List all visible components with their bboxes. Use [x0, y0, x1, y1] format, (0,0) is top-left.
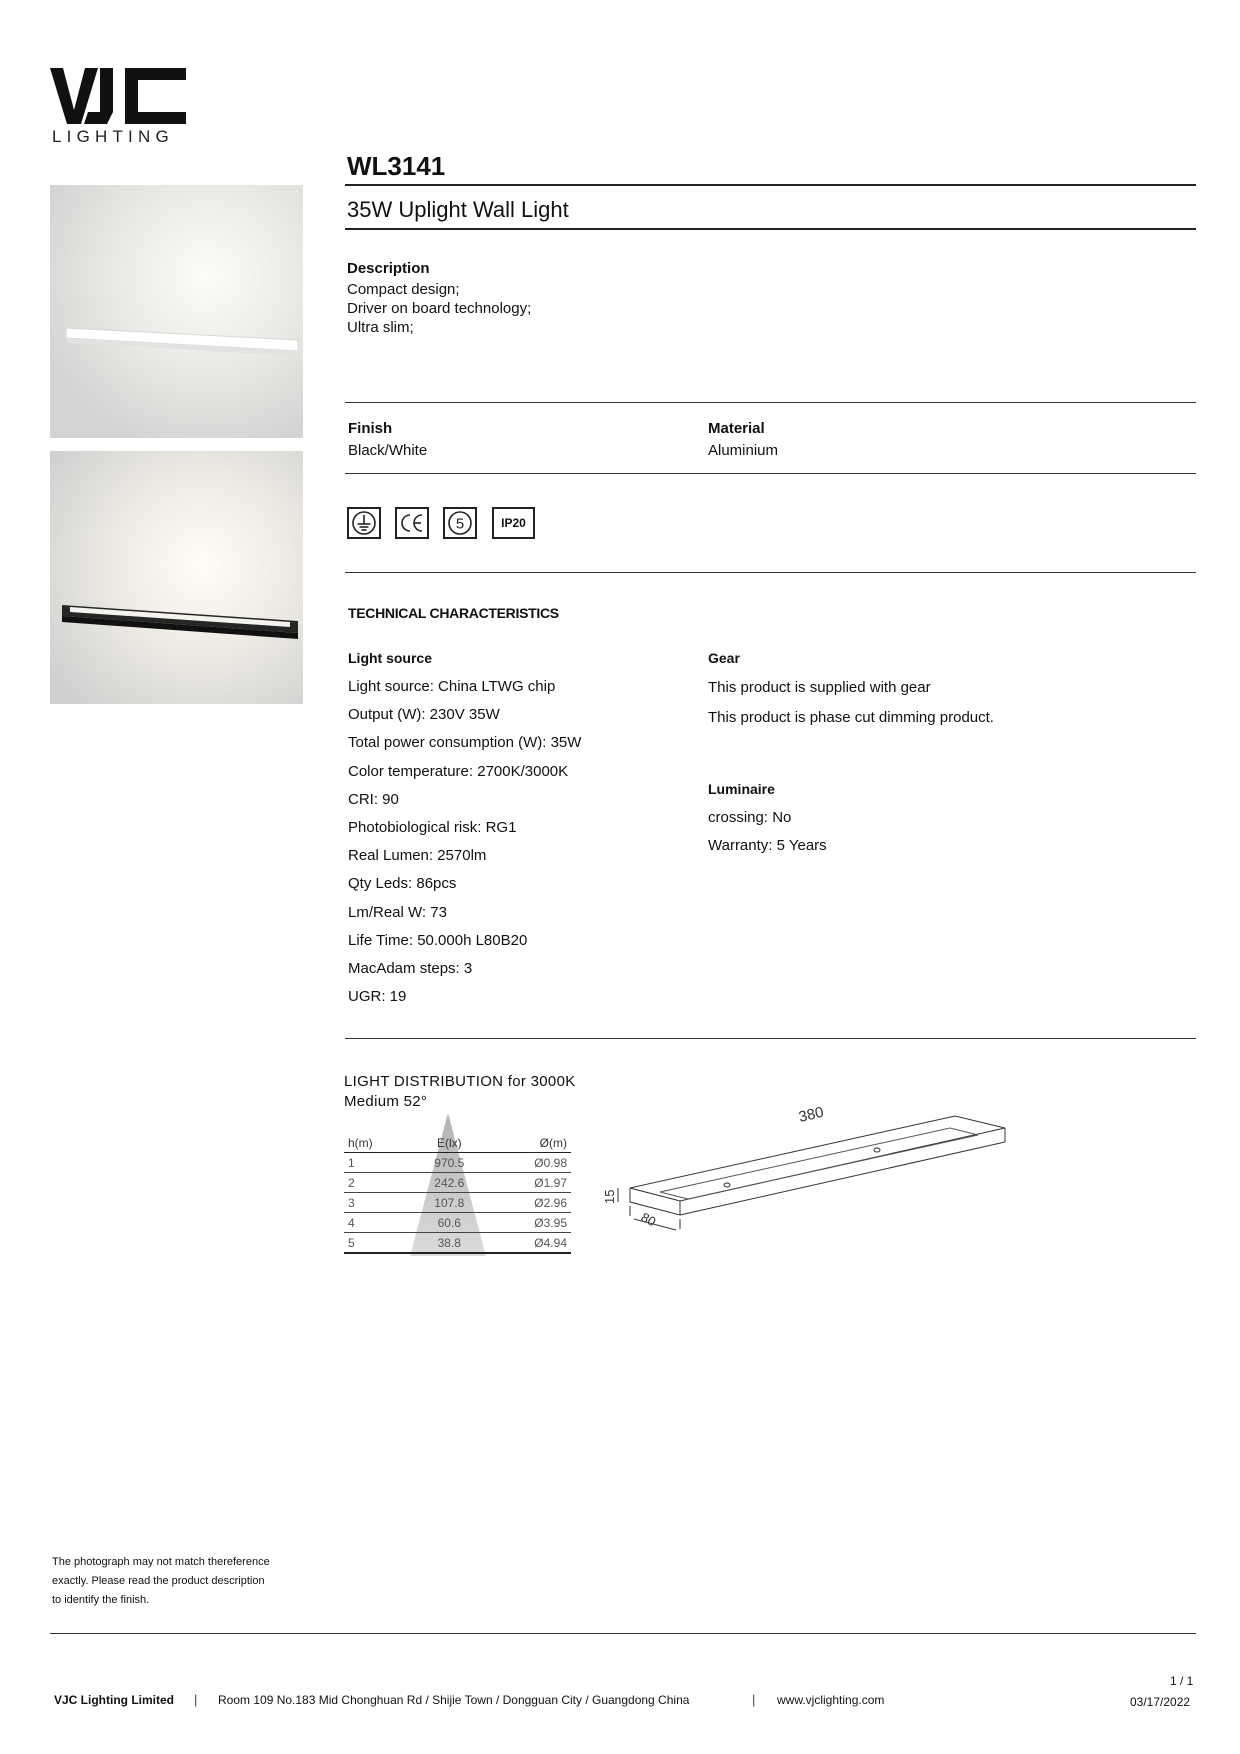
dimension-drawing [602, 1088, 1020, 1248]
description-line: Compact design; [347, 281, 460, 298]
divider [345, 1038, 1196, 1039]
table-row [344, 1233, 571, 1254]
footer-website[interactable]: www.vjclighting.com [777, 1693, 885, 1707]
list-item: Life Time: 50.000h L80B20 [348, 931, 528, 949]
dimension-width: 80 [638, 1209, 659, 1230]
divider [345, 473, 1196, 474]
divider [345, 228, 1196, 230]
cell-diameter: Ø0.98 [488, 1153, 571, 1173]
product-code: WL3141 [347, 151, 446, 181]
cell-height: 5 [344, 1233, 411, 1254]
list-item: Lm/Real W: 73 [348, 903, 447, 921]
list-item: Light source: China LTWG chip [348, 678, 556, 695]
list-item: UGR: 19 [348, 988, 407, 1006]
five-year-icon [443, 507, 477, 539]
table-row [344, 1153, 571, 1173]
list-item: crossing: No [708, 809, 792, 826]
header-illuminance: E(lx) [411, 1133, 488, 1153]
list-item: Real Lumen: 2570lm [348, 847, 487, 865]
list-item: Qty Leds: 86pcs [348, 875, 457, 893]
gear-list [708, 678, 994, 738]
cell-height: 2 [344, 1173, 411, 1193]
page-number: 1 / 1 [1170, 1674, 1194, 1688]
list-item: MacAdam steps: 3 [348, 959, 473, 977]
material-value: Aluminium [708, 442, 779, 459]
technical-title: TECHNICAL CHARACTERISTICS [348, 605, 559, 621]
description-lines [347, 280, 531, 337]
cell-illuminance: 107.8 [411, 1193, 488, 1213]
footer-divider [50, 1633, 1196, 1634]
divider [345, 402, 1196, 403]
product-photo-black [50, 451, 303, 704]
table-header-row [344, 1133, 571, 1153]
footer-address: Room 109 No.183 Mid Chonghuan Rd / Shijie Town / Dongguan City / Guangdong China [218, 1693, 690, 1707]
cell-diameter: Ø3.95 [488, 1213, 571, 1233]
logo-subtext: LIGHTING [52, 127, 174, 146]
cell-diameter: Ø2.96 [488, 1193, 571, 1213]
class-1-earth-icon [347, 507, 381, 539]
cell-diameter: Ø1.97 [488, 1173, 571, 1193]
footer-company: VJC Lighting Limited [54, 1693, 174, 1707]
footer-separator: | [194, 1692, 198, 1707]
cell-height: 3 [344, 1193, 411, 1213]
list-item: This product is phase cut dimming product. [708, 709, 994, 726]
document-date: 03/17/2022 [1130, 1695, 1191, 1709]
material-label: Material [708, 420, 765, 437]
cell-height: 4 [344, 1213, 411, 1233]
cell-illuminance: 38.8 [411, 1233, 488, 1254]
list-item: This product is supplied with gear [708, 679, 931, 696]
dimension-length: 380 [797, 1103, 826, 1126]
ce-mark-icon [395, 507, 429, 539]
description-label: Description [347, 260, 430, 277]
disclaimer-line: The photograph may not match thereference [52, 1556, 270, 1568]
vjc-logo [50, 68, 186, 124]
product-name: 35W Uplight Wall Light [347, 197, 569, 222]
ip-rating-icon: IP20 [492, 507, 535, 539]
divider [345, 184, 1196, 186]
disclaimer-line: exactly. Please read the product description [52, 1575, 265, 1587]
header-height: h(m) [344, 1133, 411, 1153]
finish-value: Black/White [348, 442, 428, 459]
cell-illuminance: 242.6 [411, 1173, 488, 1193]
list-item: Output (W): 230V 35W [348, 706, 500, 724]
table-row [344, 1213, 571, 1233]
light-source-label: Light source [348, 650, 433, 666]
table-row [344, 1193, 571, 1213]
disclaimer-line: to identify the finish. [52, 1594, 150, 1606]
luminaire-label: Luminaire [708, 781, 775, 797]
cell-diameter: Ø4.94 [488, 1233, 571, 1254]
light-distribution-table [344, 1133, 571, 1254]
light-source-list [348, 677, 581, 1015]
dimension-height: 15 [602, 1189, 617, 1204]
list-item: Warranty: 5 Years [708, 837, 827, 854]
product-photo-white [50, 185, 303, 438]
list-item: Total power consumption (W): 35W [348, 734, 582, 752]
list-item: Photobiological risk: RG1 [348, 818, 517, 836]
gear-label: Gear [708, 650, 740, 666]
list-item: Color temperature: 2700K/3000K [348, 762, 569, 780]
finish-label: Finish [348, 420, 393, 437]
light-distribution-title: LIGHT DISTRIBUTION for 3000K [344, 1073, 576, 1090]
cell-illuminance: 970.5 [411, 1153, 488, 1173]
table-row [344, 1173, 571, 1193]
photo-disclaimer [52, 1553, 302, 1610]
header-diameter: Ø(m) [488, 1133, 571, 1153]
list-item: CRI: 90 [348, 790, 399, 808]
cell-illuminance: 60.6 [411, 1213, 488, 1233]
cell-height: 1 [344, 1153, 411, 1173]
description-line: Driver on board technology; [347, 300, 532, 317]
beam-angle: Medium 52° [344, 1093, 428, 1110]
five-year-text: 5 [455, 515, 465, 533]
footer-separator: | [752, 1692, 756, 1707]
luminaire-list [708, 808, 827, 864]
description-line: Ultra slim; [347, 319, 414, 336]
divider [345, 572, 1196, 573]
